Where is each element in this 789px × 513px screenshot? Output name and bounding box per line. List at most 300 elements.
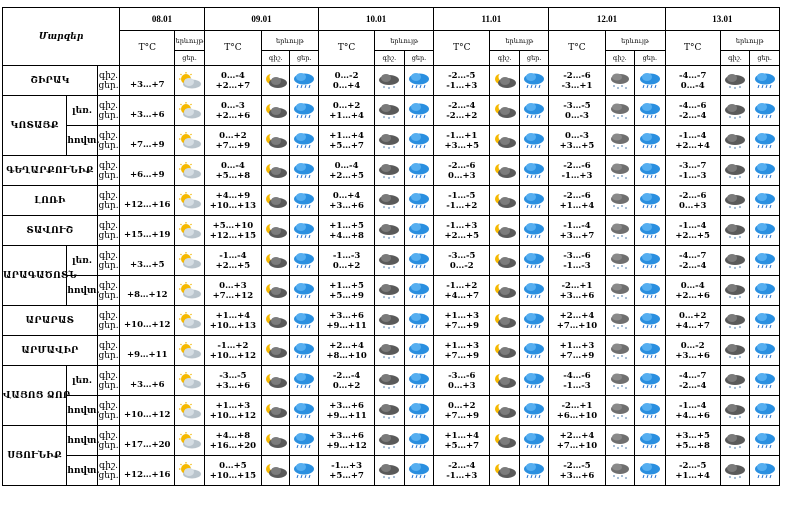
region-name: ԳԵՂԱՐՔՈՒՆԻՔ bbox=[3, 156, 98, 186]
sun-cloud-icon bbox=[177, 372, 203, 390]
cloud-rain-icon bbox=[752, 402, 778, 420]
temp-cell: +6…+9 bbox=[120, 156, 175, 186]
cloud-rain-icon bbox=[406, 132, 432, 150]
sun-cloud-icon bbox=[177, 132, 203, 150]
period-labels: գիշ. ցեր. bbox=[97, 336, 119, 366]
cloud-rain-icon bbox=[406, 162, 432, 180]
cloud-snow-icon bbox=[607, 282, 633, 300]
temp-cell: -1…+3 +2…+5 bbox=[434, 216, 490, 246]
weather-header-d5: երևույթ bbox=[720, 31, 779, 51]
region-name: ՍՅՈՒՆԻՔ bbox=[3, 426, 67, 486]
table-row bbox=[3, 276, 780, 306]
subregion-label: հովտ. bbox=[67, 126, 98, 156]
cloud-dark-icon bbox=[376, 312, 402, 330]
table-row bbox=[3, 396, 780, 426]
temp-cell: 0…+5 +10…+15 bbox=[204, 456, 261, 486]
cloud-rain-icon bbox=[752, 162, 778, 180]
temp-cell: 0…+2 +7…+9 bbox=[204, 126, 261, 156]
table-row bbox=[3, 126, 780, 156]
cloud-rain-icon bbox=[291, 72, 317, 90]
temp-cell: -2…-6 -1…+3 bbox=[549, 156, 605, 186]
cloud-dark-icon bbox=[376, 102, 402, 120]
temp-cell: -3…-6 -1…-3 bbox=[549, 246, 605, 276]
cloud-rain-icon bbox=[637, 432, 663, 450]
moon-cloud-icon bbox=[492, 162, 518, 180]
cloud-rain-icon bbox=[291, 462, 317, 480]
cloud-rain-icon bbox=[291, 282, 317, 300]
temp-cell: -3…-6 0…+3 bbox=[434, 366, 490, 396]
moon-cloud-icon bbox=[263, 312, 289, 330]
cloud-rain-icon bbox=[291, 342, 317, 360]
cloud-snow-icon bbox=[607, 252, 633, 270]
temp-cell: +4…+9 +10…+13 bbox=[204, 186, 261, 216]
day-header-d4: ցեր. bbox=[635, 51, 666, 66]
temp-cell: +3…+7 bbox=[120, 66, 175, 96]
temp-cell: -1…-4 +4…+6 bbox=[665, 396, 720, 426]
temp-cell: +10…+12 bbox=[120, 306, 175, 336]
subregion-label: հովտ. bbox=[67, 456, 98, 486]
table-body bbox=[3, 66, 780, 486]
cloud-rain-icon bbox=[291, 132, 317, 150]
cloud-rain-icon bbox=[291, 432, 317, 450]
cloud-rain-icon bbox=[291, 192, 317, 210]
day-header-d3: ցեր. bbox=[519, 51, 549, 66]
temp-cell: +8…+12 bbox=[120, 276, 175, 306]
cloud-rain-icon bbox=[521, 432, 547, 450]
temp-cell: +5…+10 +12…+15 bbox=[204, 216, 261, 246]
table-row bbox=[3, 426, 780, 456]
cloud-rain-icon bbox=[752, 102, 778, 120]
cloud-dark-icon bbox=[376, 192, 402, 210]
cloud-rain-icon bbox=[521, 342, 547, 360]
cloud-rain-icon bbox=[752, 282, 778, 300]
temp-cell: 0…-4 +2…+6 bbox=[665, 276, 720, 306]
period-labels: գիշ. ցեր. bbox=[97, 126, 119, 156]
cloud-snow-icon bbox=[607, 372, 633, 390]
moon-cloud-icon bbox=[492, 222, 518, 240]
cloud-snow-icon bbox=[607, 72, 633, 90]
cloud-dark-icon bbox=[376, 252, 402, 270]
subregion-label: լեռ. bbox=[67, 96, 98, 126]
temp-cell: -1…-4 +3…+7 bbox=[549, 216, 605, 246]
date-header-12: 12.01 bbox=[549, 8, 665, 31]
sun-cloud-icon bbox=[177, 102, 203, 120]
cloud-rain-icon bbox=[406, 402, 432, 420]
table-row bbox=[3, 156, 780, 186]
region-name: ԱՐՄԱՎԻՐ bbox=[3, 336, 98, 366]
temp-cell: -1…-4 +2…+5 bbox=[665, 216, 720, 246]
cloud-rain-icon bbox=[406, 282, 432, 300]
cloud-rain-icon bbox=[521, 252, 547, 270]
period-labels: գիշ. ցեր. bbox=[97, 216, 119, 246]
table-row bbox=[3, 66, 780, 96]
temp-cell: +3…+6 +9…+11 bbox=[319, 306, 375, 336]
period-labels: գիշ. ցեր. bbox=[97, 366, 119, 396]
forecast-document bbox=[2, 7, 780, 486]
cloud-rain-icon bbox=[406, 312, 432, 330]
cloud-rain-icon bbox=[406, 432, 432, 450]
temp-cell: -2…-4 -1…+3 bbox=[434, 456, 490, 486]
table-row bbox=[3, 336, 780, 366]
cloud-dark-icon bbox=[376, 72, 402, 90]
cloud-rain-icon bbox=[637, 102, 663, 120]
cloud-rain-icon bbox=[752, 192, 778, 210]
period-labels: գիշ. ցեր. bbox=[97, 396, 119, 426]
cloud-dark-icon bbox=[376, 402, 402, 420]
cloud-dark-icon bbox=[722, 132, 748, 150]
cloud-rain-icon bbox=[406, 252, 432, 270]
regions-header: Մարզեր bbox=[3, 8, 120, 66]
cloud-dark-icon bbox=[376, 372, 402, 390]
cloud-rain-icon bbox=[752, 312, 778, 330]
temp-cell: +1…+4 +5…+7 bbox=[319, 126, 375, 156]
weather-header-d1: երևույթ bbox=[261, 31, 318, 51]
temp-cell: +1…+3 +7…+9 bbox=[549, 336, 605, 366]
temp-cell: -1…+2 +4…+7 bbox=[434, 276, 490, 306]
cloud-rain-icon bbox=[752, 132, 778, 150]
temp-cell: 0…-3 +3…+5 bbox=[549, 126, 605, 156]
moon-cloud-icon bbox=[492, 102, 518, 120]
weather-header-d3: երևույթ bbox=[490, 31, 549, 51]
cloud-dark-icon bbox=[376, 432, 402, 450]
moon-cloud-icon bbox=[263, 252, 289, 270]
cloud-rain-icon bbox=[752, 72, 778, 90]
cloud-dark-icon bbox=[722, 222, 748, 240]
temp-cell: -2…-5 +3…+6 bbox=[549, 456, 605, 486]
moon-cloud-icon bbox=[263, 432, 289, 450]
moon-cloud-icon bbox=[263, 222, 289, 240]
period-labels: գիշ. ցեր. bbox=[97, 96, 119, 126]
subregion-label: հովտ. bbox=[67, 276, 98, 306]
temp-cell: +3…+5 bbox=[120, 246, 175, 276]
cloud-dark-icon bbox=[722, 372, 748, 390]
period-labels: գիշ. ցեր. bbox=[97, 186, 119, 216]
cloud-rain-icon bbox=[637, 462, 663, 480]
temp-cell: +3…+6 +9…+11 bbox=[319, 396, 375, 426]
moon-cloud-icon bbox=[263, 462, 289, 480]
cloud-dark-icon bbox=[722, 72, 748, 90]
cloud-dark-icon bbox=[722, 432, 748, 450]
cloud-snow-icon bbox=[607, 402, 633, 420]
moon-cloud-icon bbox=[492, 462, 518, 480]
temp-header-d0: T°C bbox=[120, 31, 175, 66]
temp-cell: +1…+3 +10…+12 bbox=[204, 396, 261, 426]
temp-cell: -3…-5 +3…+6 bbox=[204, 366, 261, 396]
temp-header-d4: T°C bbox=[549, 31, 605, 66]
temp-cell: -2…+1 +6…+10 bbox=[549, 396, 605, 426]
sun-cloud-icon bbox=[177, 252, 203, 270]
moon-cloud-icon bbox=[263, 102, 289, 120]
cloud-dark-icon bbox=[722, 402, 748, 420]
cloud-rain-icon bbox=[521, 162, 547, 180]
temp-cell: +1…+5 +4…+8 bbox=[319, 216, 375, 246]
moon-cloud-icon bbox=[492, 282, 518, 300]
temp-cell: -2…-5 -1…+3 bbox=[434, 66, 490, 96]
cloud-rain-icon bbox=[521, 402, 547, 420]
temp-cell: +1…+5 +5…+9 bbox=[319, 276, 375, 306]
temp-cell: -1…-4 +2…+4 bbox=[665, 126, 720, 156]
temp-header-d5: T°C bbox=[665, 31, 720, 66]
temp-cell: -1…-5 -1…+2 bbox=[434, 186, 490, 216]
temp-cell: -2…-6 -3…+1 bbox=[549, 66, 605, 96]
cloud-rain-icon bbox=[637, 312, 663, 330]
cloud-rain-icon bbox=[521, 462, 547, 480]
cloud-rain-icon bbox=[637, 372, 663, 390]
period-labels: գիշ. ցեր. bbox=[97, 276, 119, 306]
cloud-dark-icon bbox=[722, 192, 748, 210]
temp-cell: -2…-4 -2…+2 bbox=[434, 96, 490, 126]
sun-cloud-icon bbox=[177, 432, 203, 450]
table-row bbox=[3, 456, 780, 486]
date-header-13: 13.01 bbox=[665, 8, 779, 31]
period-labels: գիշ. ցեր. bbox=[97, 306, 119, 336]
temp-cell: 0…+2 +4…+7 bbox=[665, 306, 720, 336]
cloud-rain-icon bbox=[521, 192, 547, 210]
region-name: ԼՈՌԻ bbox=[3, 186, 98, 216]
cloud-rain-icon bbox=[637, 282, 663, 300]
temp-cell: -2…-5 +1…+4 bbox=[665, 456, 720, 486]
cloud-rain-icon bbox=[291, 162, 317, 180]
cloud-snow-icon bbox=[607, 162, 633, 180]
temp-cell: 0…-4 +5…+8 bbox=[204, 156, 261, 186]
region-name: ՎԱՅՈՑ ՁՈՐ bbox=[3, 366, 67, 426]
subregion-label: հովտ. bbox=[67, 426, 98, 456]
forecast-table bbox=[2, 7, 780, 486]
cloud-rain-icon bbox=[637, 72, 663, 90]
temp-cell: +1…+3 +7…+9 bbox=[434, 306, 490, 336]
subregion-label: հովտ. bbox=[67, 396, 98, 426]
moon-cloud-icon bbox=[263, 402, 289, 420]
temp-header-d2: T°C bbox=[319, 31, 375, 66]
cloud-dark-icon bbox=[376, 342, 402, 360]
temp-cell: +1…+3 +7…+9 bbox=[434, 336, 490, 366]
cloud-dark-icon bbox=[376, 162, 402, 180]
period-labels: գիշ. ցեր. bbox=[97, 426, 119, 456]
temp-cell: +4…+8 +16…+20 bbox=[204, 426, 261, 456]
cloud-rain-icon bbox=[291, 402, 317, 420]
temp-cell: -2…-4 0…+2 bbox=[319, 366, 375, 396]
sun-cloud-icon bbox=[177, 222, 203, 240]
period-labels: գիշ. ցեր. bbox=[97, 66, 119, 96]
sun-cloud-icon bbox=[177, 402, 203, 420]
sun-cloud-icon bbox=[177, 72, 203, 90]
cloud-rain-icon bbox=[752, 372, 778, 390]
temp-cell: -1…-4 +2…+5 bbox=[204, 246, 261, 276]
cloud-rain-icon bbox=[752, 462, 778, 480]
cloud-rain-icon bbox=[752, 222, 778, 240]
cloud-snow-icon bbox=[607, 222, 633, 240]
temp-cell: 0…-4 +2…+7 bbox=[204, 66, 261, 96]
moon-cloud-icon bbox=[492, 312, 518, 330]
temp-cell: +1…+4 +10…+13 bbox=[204, 306, 261, 336]
temp-cell: -1…+2 +10…+12 bbox=[204, 336, 261, 366]
table-row bbox=[3, 366, 780, 396]
sun-cloud-icon bbox=[177, 192, 203, 210]
temp-cell: 0…-2 0…+4 bbox=[319, 66, 375, 96]
sun-cloud-icon bbox=[177, 162, 203, 180]
temp-cell: +3…+6 bbox=[120, 366, 175, 396]
moon-cloud-icon bbox=[492, 132, 518, 150]
sun-cloud-icon bbox=[177, 342, 203, 360]
cloud-rain-icon bbox=[406, 342, 432, 360]
temp-cell: -2…+1 +3…+6 bbox=[549, 276, 605, 306]
cloud-rain-icon bbox=[291, 252, 317, 270]
subregion-label: լեռ. bbox=[67, 246, 98, 276]
region-name: ՇԻՐԱԿ bbox=[3, 66, 98, 96]
temp-cell: -4…-7 0…-4 bbox=[665, 66, 720, 96]
cloud-rain-icon bbox=[637, 192, 663, 210]
moon-cloud-icon bbox=[263, 342, 289, 360]
weather-header-d0: երևույթ bbox=[175, 31, 205, 51]
temp-cell: -3…-5 0…-2 bbox=[434, 246, 490, 276]
cloud-rain-icon bbox=[406, 462, 432, 480]
cloud-dark-icon bbox=[376, 282, 402, 300]
cloud-snow-icon bbox=[607, 462, 633, 480]
temp-cell: +2…+4 +7…+10 bbox=[549, 426, 605, 456]
date-header-10: 10.01 bbox=[319, 8, 434, 31]
temp-cell: +12…+16 bbox=[120, 456, 175, 486]
cloud-snow-icon bbox=[607, 432, 633, 450]
moon-cloud-icon bbox=[492, 402, 518, 420]
cloud-dark-icon bbox=[722, 312, 748, 330]
temp-cell: +3…+6 bbox=[120, 96, 175, 126]
cloud-rain-icon bbox=[637, 222, 663, 240]
temp-cell: -2…-6 +1…+4 bbox=[549, 186, 605, 216]
subregion-label: լեռ. bbox=[67, 366, 98, 396]
weather-header-d2: երևույթ bbox=[375, 31, 434, 51]
cloud-dark-icon bbox=[722, 102, 748, 120]
cloud-dark-icon bbox=[722, 282, 748, 300]
temp-header-d1: T°C bbox=[204, 31, 261, 66]
table-row bbox=[3, 216, 780, 246]
sun-cloud-icon bbox=[177, 462, 203, 480]
cloud-rain-icon bbox=[637, 402, 663, 420]
night-header-d3: գիշ. bbox=[490, 51, 520, 66]
cloud-rain-icon bbox=[406, 222, 432, 240]
temp-cell: +2…+4 +8…+10 bbox=[319, 336, 375, 366]
cloud-dark-icon bbox=[722, 342, 748, 360]
cloud-dark-icon bbox=[722, 252, 748, 270]
cloud-snow-icon bbox=[607, 102, 633, 120]
table-row bbox=[3, 246, 780, 276]
cloud-rain-icon bbox=[521, 222, 547, 240]
temp-cell: +12…+16 bbox=[120, 186, 175, 216]
temp-cell: 0…-3 +2…+6 bbox=[204, 96, 261, 126]
table-row bbox=[3, 186, 780, 216]
night-header-d2: գիշ. bbox=[375, 51, 405, 66]
night-header-d5: գիշ. bbox=[720, 51, 750, 66]
cloud-dark-icon bbox=[376, 132, 402, 150]
cloud-snow-icon bbox=[607, 192, 633, 210]
table-header bbox=[3, 8, 780, 66]
cloud-rain-icon bbox=[752, 342, 778, 360]
period-labels: գիշ. ցեր. bbox=[97, 156, 119, 186]
temp-cell: -4…-7 -2…-4 bbox=[665, 366, 720, 396]
moon-cloud-icon bbox=[263, 132, 289, 150]
table-row bbox=[3, 96, 780, 126]
cloud-dark-icon bbox=[722, 162, 748, 180]
temp-cell: +7…+9 bbox=[120, 126, 175, 156]
cloud-rain-icon bbox=[637, 342, 663, 360]
cloud-rain-icon bbox=[521, 72, 547, 90]
date-header-09: 09.01 bbox=[204, 8, 318, 31]
period-labels: գիշ. ցեր. bbox=[97, 246, 119, 276]
temp-cell: +3…+6 +9…+12 bbox=[319, 426, 375, 456]
date-header-08: 08.01 bbox=[120, 8, 205, 31]
sun-cloud-icon bbox=[177, 312, 203, 330]
moon-cloud-icon bbox=[263, 72, 289, 90]
cloud-rain-icon bbox=[521, 312, 547, 330]
cloud-rain-icon bbox=[291, 312, 317, 330]
temp-cell: -4…-6 -2…-4 bbox=[665, 96, 720, 126]
region-name: ԱՐԱԳԱԾՈՏՆ bbox=[3, 246, 67, 306]
cloud-rain-icon bbox=[406, 372, 432, 390]
moon-cloud-icon bbox=[263, 372, 289, 390]
moon-cloud-icon bbox=[492, 192, 518, 210]
night-header-d4: գիշ. bbox=[605, 51, 635, 66]
cloud-snow-icon bbox=[607, 342, 633, 360]
moon-cloud-icon bbox=[263, 282, 289, 300]
temp-cell: -3…-5 0…-3 bbox=[549, 96, 605, 126]
temp-cell: -4…-7 -2…-4 bbox=[665, 246, 720, 276]
temp-cell: +9…+11 bbox=[120, 336, 175, 366]
period-labels: գիշ. ցեր. bbox=[97, 456, 119, 486]
cloud-rain-icon bbox=[291, 372, 317, 390]
table-row bbox=[3, 306, 780, 336]
temp-cell: +15…+19 bbox=[120, 216, 175, 246]
day-header-d2: ցեր. bbox=[404, 51, 434, 66]
temp-cell: 0…+4 +3…+6 bbox=[319, 186, 375, 216]
day-header-d5: ցեր. bbox=[750, 51, 780, 66]
temp-cell: -2…-6 0…+3 bbox=[434, 156, 490, 186]
temp-header-d3: T°C bbox=[434, 31, 490, 66]
region-name: ԿՈՏԱՅՔ bbox=[3, 96, 67, 156]
cloud-rain-icon bbox=[406, 102, 432, 120]
temp-cell: +1…+4 +5…+7 bbox=[434, 426, 490, 456]
cloud-rain-icon bbox=[637, 162, 663, 180]
cloud-rain-icon bbox=[521, 132, 547, 150]
cloud-rain-icon bbox=[521, 102, 547, 120]
cloud-dark-icon bbox=[376, 222, 402, 240]
cloud-rain-icon bbox=[637, 252, 663, 270]
temp-cell: 0…+3 +7…+12 bbox=[204, 276, 261, 306]
moon-cloud-icon bbox=[492, 432, 518, 450]
cloud-rain-icon bbox=[406, 192, 432, 210]
cloud-rain-icon bbox=[406, 72, 432, 90]
temp-cell: 0…-4 +2…+5 bbox=[319, 156, 375, 186]
cloud-rain-icon bbox=[521, 282, 547, 300]
cloud-rain-icon bbox=[752, 432, 778, 450]
moon-cloud-icon bbox=[492, 252, 518, 270]
temp-cell: +10…+12 bbox=[120, 396, 175, 426]
moon-cloud-icon bbox=[263, 162, 289, 180]
region-name: ԱՐԱՐԱՏ bbox=[3, 306, 98, 336]
moon-cloud-icon bbox=[263, 192, 289, 210]
temp-cell: -4…-6 -1…-3 bbox=[549, 366, 605, 396]
temp-cell: +17…+20 bbox=[120, 426, 175, 456]
moon-cloud-icon bbox=[492, 72, 518, 90]
cloud-dark-icon bbox=[722, 462, 748, 480]
temp-cell: 0…-2 +3…+6 bbox=[665, 336, 720, 366]
moon-cloud-icon bbox=[492, 372, 518, 390]
cloud-snow-icon bbox=[607, 312, 633, 330]
temp-cell: 0…+2 +1…+4 bbox=[319, 96, 375, 126]
cloud-rain-icon bbox=[637, 132, 663, 150]
temp-cell: -1…-3 0…+2 bbox=[319, 246, 375, 276]
cloud-snow-icon bbox=[607, 132, 633, 150]
temp-cell: +2…+4 +7…+10 bbox=[549, 306, 605, 336]
moon-cloud-icon bbox=[492, 342, 518, 360]
